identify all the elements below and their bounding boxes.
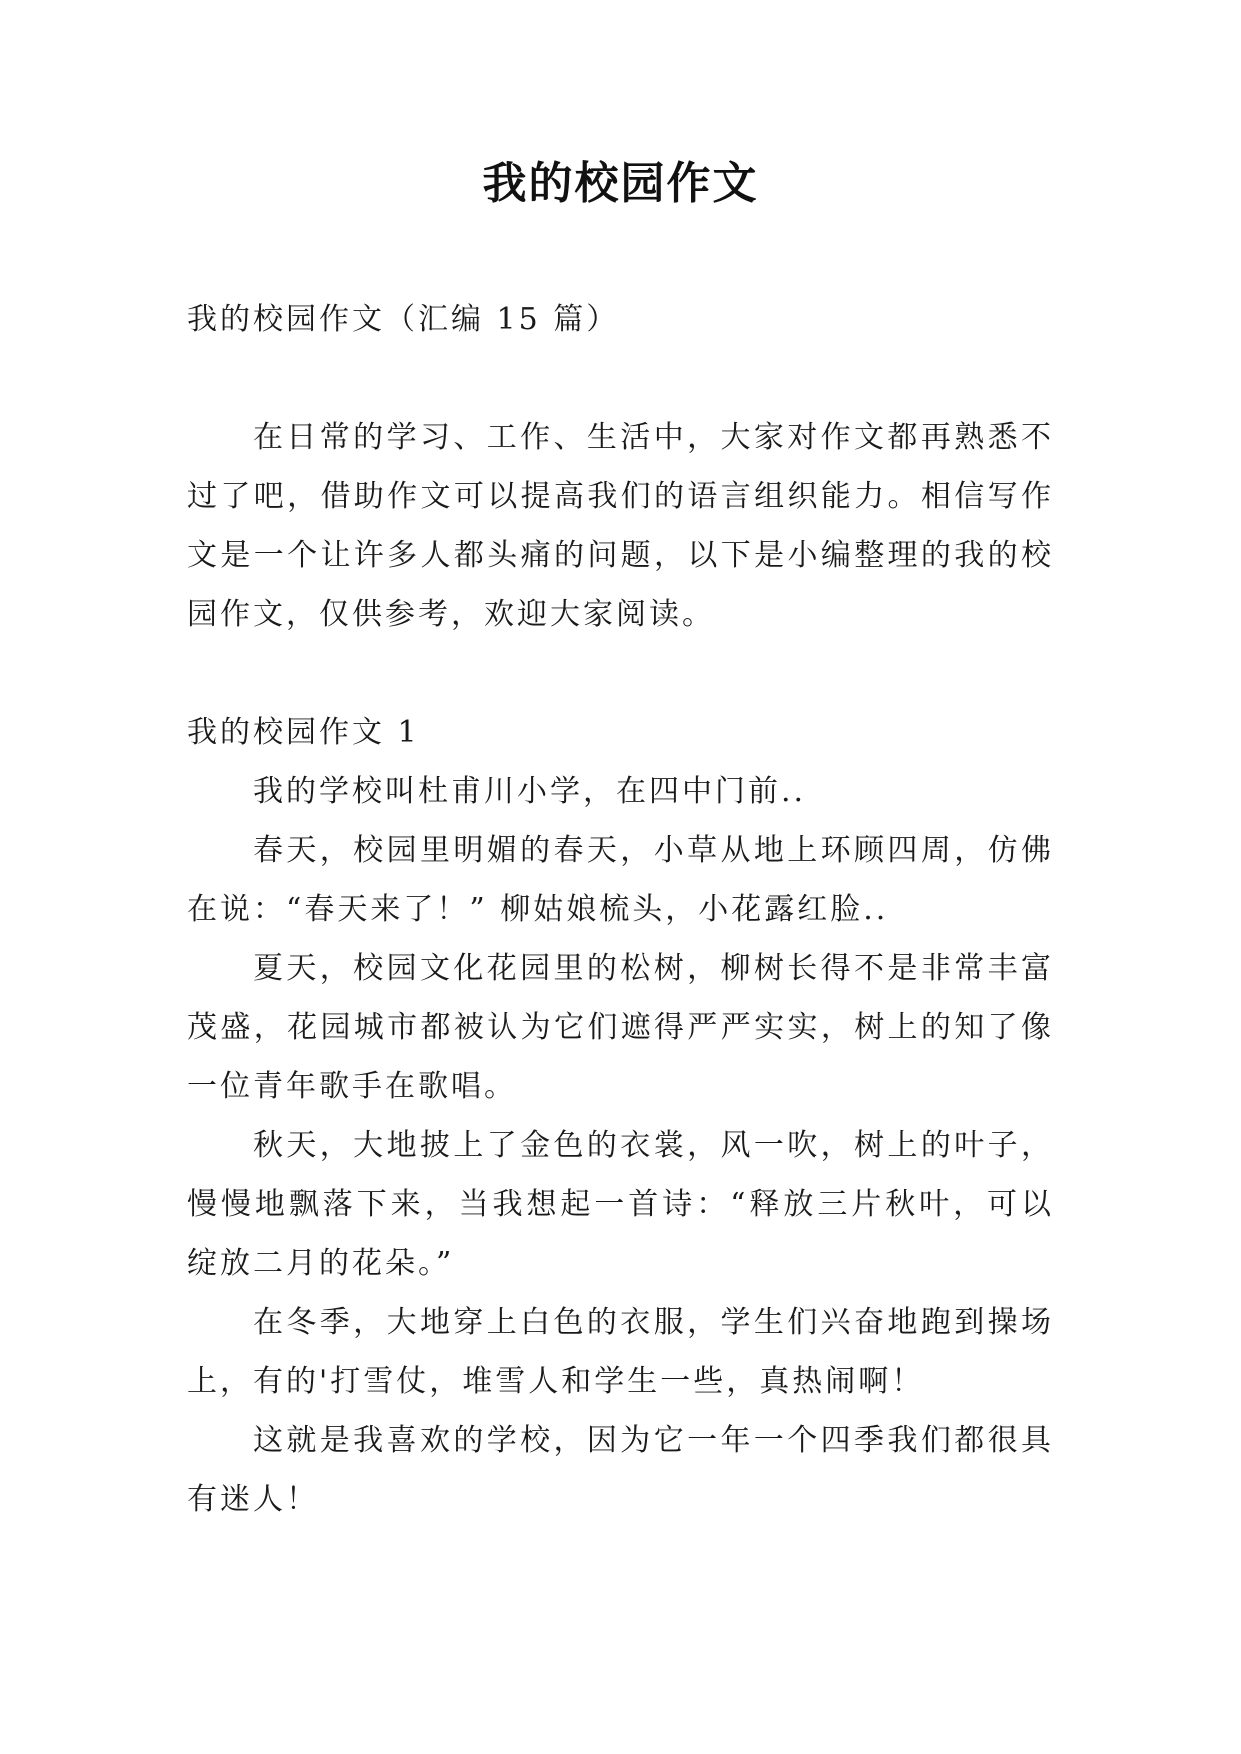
intro-paragraph — [187, 408, 1054, 644]
blank-line — [187, 644, 1054, 703]
essay-section — [187, 703, 1054, 1529]
essay-paragraph — [187, 1411, 1054, 1529]
paragraph-line: 茂盛，花园城市都被认为它们遮得严严实实，树上的知了像 — [187, 1010, 1054, 1045]
paragraph-line: 一位青年歌手在歌唱。 — [187, 1069, 517, 1104]
paragraph-line: 慢慢地飘落下来，当我想起一首诗：“释放三片秋叶，可以 — [187, 1187, 1054, 1222]
essay-paragraph — [187, 939, 1054, 1116]
essay-paragraph — [187, 762, 1054, 821]
paragraph-line: 过了吧，借助作文可以提高我们的语言组织能力。相信写作 — [187, 479, 1054, 514]
paragraph-line: 文是一个让许多人都头痛的问题，以下是小编整理的我的校 — [187, 538, 1054, 573]
paragraph-line: 春天，校园里明媚的春天，小草从地上环顾四周，仿佛 — [253, 833, 1054, 868]
document-body — [187, 290, 1054, 1529]
paragraph-line: 在日常的学习、工作、生活中，大家对作文都再熟悉不 — [253, 420, 1054, 455]
paragraph-line: 秋天，大地披上了金色的衣裳，风一吹，树上的叶子， — [253, 1128, 1054, 1163]
paragraph-line: 我的学校叫杜甫川小学，在四中门前.. — [253, 774, 807, 809]
blank-line — [187, 349, 1054, 408]
section-heading: 我的校园作文 1 — [187, 715, 420, 750]
essay-paragraph — [187, 1293, 1054, 1411]
paragraph-line: 绽放二月的花朵。” — [187, 1246, 455, 1281]
paragraph-line: 夏天，校园文化花园里的松树，柳树长得不是非常丰富 — [253, 951, 1054, 986]
paragraph-line: 上，有的'打雪仗，堆雪人和学生一些，真热闹啊！ — [187, 1364, 925, 1399]
document-subtitle: 我的校园作文（汇编 15 篇） — [187, 302, 620, 337]
paragraph-line: 这就是我喜欢的学校，因为它一年一个四季我们都很具 — [253, 1423, 1054, 1458]
page-title: 我的校园作文 — [482, 158, 759, 209]
paragraph-line: 有迷人！ — [187, 1482, 319, 1517]
paragraph-line: 在说：“春天来了！” 柳姑娘梳头，小花露红脸.. — [187, 892, 889, 927]
paragraph-line: 园作文，仅供参考，欢迎大家阅读。 — [187, 597, 715, 632]
essay-paragraph — [187, 1116, 1054, 1293]
paragraph-line: 在冬季，大地穿上白色的衣服，学生们兴奋地跑到操场 — [253, 1305, 1054, 1340]
essay-paragraph — [187, 821, 1054, 939]
